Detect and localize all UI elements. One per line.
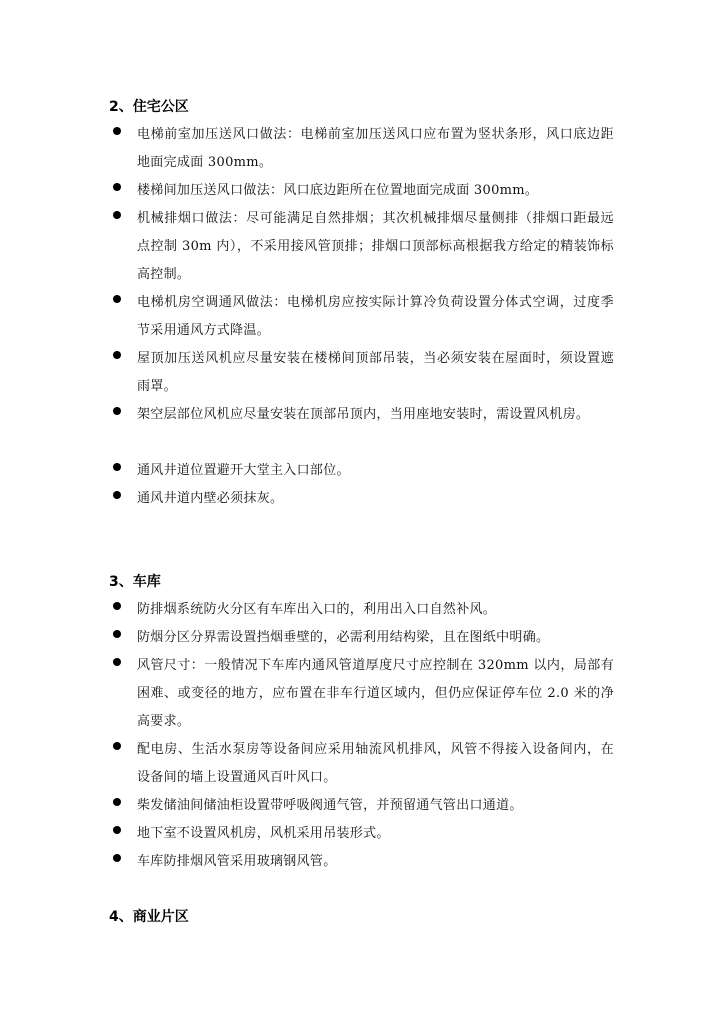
list-item-text: 柴发储油间储油柜设置带呼吸阀通气管，并预留通气管出口通道。 [137, 798, 523, 813]
list-item [109, 820, 614, 848]
list-item [109, 345, 614, 401]
section-heading-garage: 3、车库 [109, 574, 161, 590]
list-item [109, 848, 614, 876]
list-item [109, 736, 614, 792]
bullet-icon [113, 211, 121, 219]
bullet-icon [113, 295, 121, 303]
list-item-text: 架空层部位风机应尽量安装在顶部吊顶内，当用座地安装时，需设置风机房。 [137, 407, 590, 422]
list-item [109, 792, 614, 820]
list-item [109, 457, 614, 485]
list-item [109, 177, 614, 205]
bullet-icon [113, 826, 121, 834]
list-item-text: 电梯机房空调通风做法：电梯机房应按实际计算冷负荷设置分体式空调，过度季节采用通风方式降温。 [137, 295, 614, 338]
bullet-icon [113, 658, 121, 666]
list-item [109, 485, 614, 513]
bullet-icon [113, 854, 121, 862]
bullet-icon [113, 798, 121, 806]
bullet-icon [113, 491, 121, 499]
list-item [109, 121, 614, 177]
list-item [109, 624, 614, 652]
list-item [109, 205, 614, 289]
bullet-icon [113, 351, 121, 359]
list-item-text: 楼梯间加压送风口做法：风口底边距所在位置地面完成面 300mm。 [137, 183, 539, 198]
bullet-icon [113, 183, 121, 191]
bullet-icon [113, 630, 121, 638]
list-item-text: 通风井道位置避开大堂主入口部位。 [137, 463, 350, 478]
bullet-icon [113, 742, 121, 750]
list-item-text: 通风井道内壁必须抹灰。 [137, 491, 284, 506]
list-item-text: 地下室不设置风机房，风机采用吊装形式。 [137, 826, 390, 841]
list-item [109, 401, 614, 429]
list-item [109, 596, 614, 624]
bullet-icon [113, 463, 121, 471]
list-item-text: 防排烟系统防火分区有车库出入口的，利用出入口自然补风。 [137, 602, 497, 617]
bullet-icon [113, 407, 121, 415]
bullet-icon [113, 602, 121, 610]
list-item [109, 289, 614, 345]
list-item-text: 机械排烟口做法：尽可能满足自然排烟；其次机械排烟尽量侧排（排烟口距最远点控制 30m 内），不采用接风管顶排；排烟口顶部标高根据我方给定的精装饰标高控制。 [137, 211, 614, 282]
list-item-text: 防烟分区分界需设置挡烟垂壁的，必需利用结构梁，且在图纸中明确。 [137, 630, 550, 645]
section-heading-commercial: 4、商业片区 [109, 909, 189, 925]
list-item-text: 屋顶加压送风机应尽量安装在楼梯间顶部吊装，当必须安装在屋面时，须设置遮雨罩。 [137, 351, 614, 394]
list-item-text: 配电房、生活水泵房等设备间应采用轴流风机排风，风管不得接入设备间内，在设备间的墙上设置通风百叶风口。 [137, 742, 614, 785]
list-item-text: 车库防排烟风管采用玻璃钢风管。 [137, 854, 337, 869]
list-item-text: 风管尺寸：一般情况下车库内通风管道厚度尺寸应控制在 320mm 以内，局部有困难、或变径的地方，应布置在非车行道区域内，但仍应保证停车位 2.0 米的净高要求。 [137, 658, 614, 729]
list-item [109, 652, 614, 736]
section-heading-residential: 2、住宅公区 [109, 99, 189, 115]
list-item-text: 电梯前室加压送风口做法：电梯前室加压送风口应布置为竖状条形，风口底边距地面完成面 300mm。 [137, 127, 614, 170]
bullet-icon [113, 127, 121, 135]
